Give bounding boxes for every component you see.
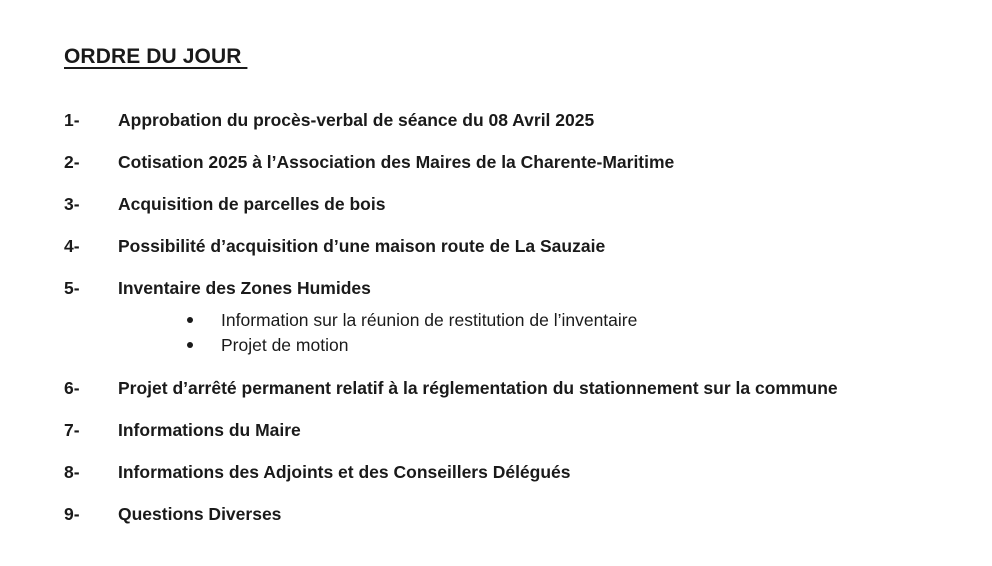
agenda-item-number: 7- bbox=[64, 420, 80, 440]
agenda-item-text: Cotisation 2025 à l’Association des Maires de la Charente-Maritime bbox=[118, 152, 675, 172]
agenda-item-number: 8- bbox=[64, 462, 80, 482]
agenda-item-number: 3- bbox=[64, 194, 80, 214]
agenda-subitem-text: Information sur la réunion de restitution de l’inventaire bbox=[221, 310, 638, 330]
agenda-item-text: Questions Diverses bbox=[118, 504, 282, 524]
page-title: ORDRE DU JOUR bbox=[64, 45, 248, 68]
agenda-item-number: 5- bbox=[64, 278, 80, 298]
agenda-item-number: 6- bbox=[64, 378, 80, 398]
agenda-item-number: 2- bbox=[64, 152, 80, 172]
bullet-icon bbox=[187, 317, 193, 323]
agenda-item-text: Informations du Maire bbox=[118, 420, 301, 440]
agenda-item-text: Projet d’arrêté permanent relatif à la réglementation du stationnement sur la commune bbox=[118, 378, 838, 398]
agenda-item-number: 9- bbox=[64, 504, 80, 524]
agenda-item-text: Inventaire des Zones Humides bbox=[118, 278, 371, 298]
agenda-item-number: 1- bbox=[64, 110, 80, 130]
agenda-subitem-text: Projet de motion bbox=[221, 335, 349, 355]
agenda-item-text: Acquisition de parcelles de bois bbox=[118, 194, 386, 214]
agenda-item-text: Informations des Adjoints et des Conseillers Délégués bbox=[118, 462, 571, 482]
agenda-item-number: 4- bbox=[64, 236, 80, 256]
agenda-item-text: Approbation du procès-verbal de séance du 08 Avril 2025 bbox=[118, 110, 595, 130]
agenda-item-text: Possibilité d’acquisition d’une maison route de La Sauzaie bbox=[118, 236, 606, 256]
bullet-icon bbox=[187, 342, 193, 348]
